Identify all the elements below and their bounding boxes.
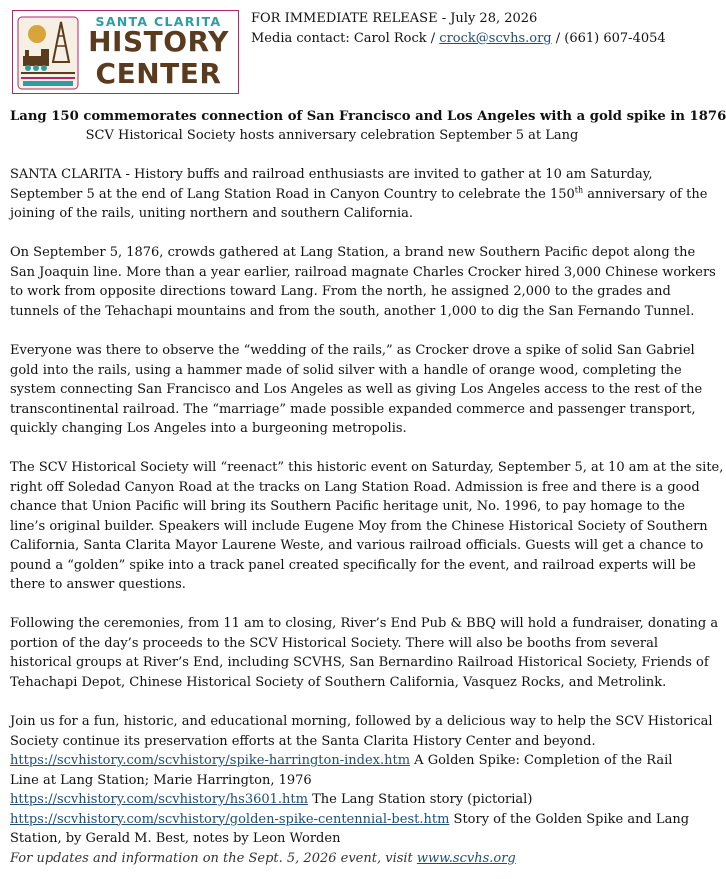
paragraph-4	[10, 458, 724, 595]
paragraph-line: quickly changing Los Angeles into a burgeoning metropolis.	[10, 421, 407, 436]
paragraph-line: chance that Union Pacific will bring its Southern Pacific heritage unit, No. 1996, to pay homage to the	[10, 499, 685, 514]
paragraph-6	[10, 712, 713, 868]
paragraph-line: line’s original builder. Speakers will include Eugene Moy from the Chinese Historical Society of Southern	[10, 518, 708, 534]
reference-1-link[interactable]: https://scvhistory.com/scvhistory/spike-harrington-index.htm	[10, 753, 411, 768]
reference-1	[10, 751, 673, 771]
updates-text: For updates and information on the Sept. 5, 2026 event, visit	[10, 850, 417, 866]
contact-phone: / (661) 607-4054	[551, 31, 666, 46]
media-contact	[251, 29, 666, 49]
reference-2-link[interactable]: https://scvhistory.com/scvhistory/hs3601.htm	[10, 792, 308, 807]
paragraph-line: joining of the rails, uniting northern and southern California.	[10, 206, 414, 221]
paragraph-line: there to answer questions.	[10, 577, 186, 592]
paragraph-line: tunnels of the Tehachapi mountains and from the south, another 1,000 to dig the San Fernando Tunnel.	[10, 303, 695, 319]
paragraph-line: San Joaquin line. More than a year earlier, railroad magnate Charles Crocker hired 3,000 Chinese workers	[10, 264, 716, 280]
paragraph-line: Everyone was there to observe the “wedding of the rails,” as Crocker drove a spike of solid San Gabriel	[10, 343, 695, 358]
reference-3-cont: Station, by Gerald M. Best, notes by Leon Worden	[10, 831, 341, 846]
paragraph-line: gold into the rails, using a hammer made of solid silver with a handle of orange wood, completing the	[10, 362, 682, 378]
paragraph-line: pound a “golden” spike into a track panel created specifically for the event, and railroad experts will be	[10, 557, 696, 573]
contact-email-link[interactable]: crock@scvhs.org	[439, 31, 552, 46]
paragraph-5	[10, 614, 719, 692]
line-text: September 5 at the end of Lang Station Road in Canyon Country to celebrate the 150	[10, 186, 575, 202]
paragraph-line: On September 5, 1876, crowds gathered at Lang Station, a brand new Southern Pacific depot along the	[10, 245, 696, 260]
release-date: FOR IMMEDIATE RELEASE - July 28, 2026	[251, 11, 538, 26]
reference-3-link[interactable]: https://scvhistory.com/scvhistory/golden-spike-centennial-best.htm	[10, 811, 450, 827]
reference-3-title: Story of the Golden Spike and Lang	[449, 811, 690, 827]
paragraph-line: Society continue its preservation efforts at the Santa Clarita History Center and beyond.	[10, 733, 596, 749]
reference-2	[10, 790, 660, 810]
release-info	[251, 9, 666, 49]
paragraph-2	[10, 243, 716, 321]
paragraph-3	[10, 341, 703, 439]
logo-line-1: SANTA CLARITA	[95, 14, 222, 29]
paragraph-line: transcontinental railroad. The “marriage” made possible expanded commerce and passenger transport,	[10, 401, 696, 417]
headline: Lang 150 commemorates connection of San Francisco and Los Angeles with a gold spike in 1876	[10, 109, 726, 124]
logo-line-3: CENTER	[95, 57, 222, 90]
updates-note	[10, 849, 660, 869]
paragraph-line: portion of the day’s proceeds to the SCV Historical Society. There will also be booths from several	[10, 635, 659, 651]
reference-1-cont: Line at Lang Station; Marie Harrington, 1976	[10, 772, 312, 788]
reference-2-title: The Lang Station story (pictorial)	[307, 792, 533, 807]
history-center-logo	[12, 10, 239, 94]
paragraph-line: system connecting San Francisco and Los Angeles as well as giving Los Angeles access to the rest of the	[10, 382, 703, 397]
paragraph-line: historical groups at River’s End, including SCVHS, San Bernardino Railroad Historical Society, Friends of	[10, 655, 709, 670]
paragraph-line: Following the ceremonies, from 11 am to closing, River’s End Pub & BBQ will hold a fundraiser, donating a	[10, 616, 719, 631]
paragraph-line: Join us for a fun, historic, and educational morning, followed by a delicious way to help the SCV Historical	[10, 714, 713, 729]
subheadline: SCV Historical Society hosts anniversary celebration September 5 at Lang	[85, 128, 579, 143]
contact-prefix: Media contact: Carol Rock /	[251, 31, 440, 46]
paragraph-line: California, Santa Clarita Mayor Laurene Weste, and various railroad officials. Guests will get a chance to	[10, 538, 704, 553]
line-text: anniversary of the	[583, 186, 708, 202]
logo-line-2: HISTORY	[88, 25, 229, 58]
paragraph-1	[10, 165, 708, 224]
ordinal-suffix: th	[574, 185, 584, 195]
logo-emblem-icon	[17, 16, 79, 90]
paragraph-line: right off Soledad Canyon Road at the tracks on Lang Station Road. Admission is free and there is a good	[10, 479, 700, 495]
paragraph-line: The SCV Historical Society will “reenact” this historic event on Saturday, September 5, at 10 am at the site,	[10, 460, 724, 475]
website-link[interactable]: www.scvhs.org	[416, 850, 516, 866]
paragraph-line: Tehachapi Depot, Chinese Historical Society of Southern California, Vasquez Rocks, and Metrolink.	[10, 674, 667, 690]
reference-3	[10, 810, 690, 830]
paragraph-line: SANTA CLARITA - History buffs and railroad enthusiasts are invited to gather at 10 am Saturday,	[10, 167, 653, 182]
paragraph-line	[10, 185, 708, 205]
reference-1-title: A Golden Spike: Completion of the Rail	[410, 753, 673, 768]
paragraph-line: to work from opposite directions toward Lang. From the north, he assigned 2,000 to the grades and	[10, 284, 671, 299]
